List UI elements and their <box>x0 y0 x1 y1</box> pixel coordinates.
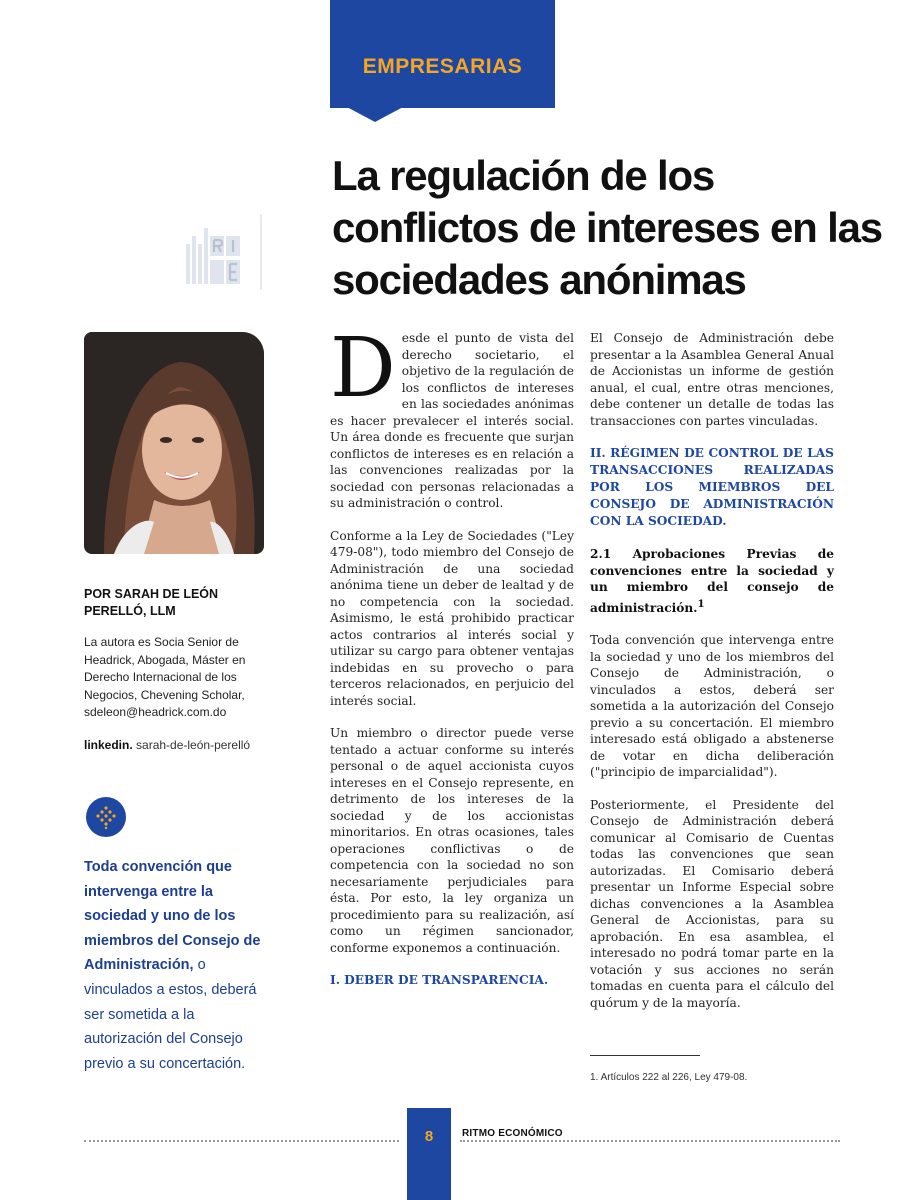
body-paragraph-4: El Consejo de Administración debe presentar a la Asamblea General Anual de Accionistas un informe de gestión anual, el cual, entre otras menciones, debe contener un detalle de todas las transacciones con partes vinculadas. <box>590 331 834 428</box>
pull-quote-regular: o vinculados a estos, deberá ser sometida a la autorización del Consejo previo a su concertación. <box>84 957 257 1072</box>
body-paragraph-1-text: esde el punto de vista del derecho societario, el objetivo de la regulación de los conflictos de intereses en las sociedades anónimas es hacer prevalecer el interés social. Un área donde es frecuente que surjan conflictos de intereses es en relación a las convenciones realizadas por la sociedad con personas relacionadas a su administración o control. <box>330 331 574 510</box>
author-byline: POR SARAH DE LEÓN PERELLÓ, LLM <box>84 587 219 618</box>
article-column-2 <box>590 330 834 1027</box>
section-heading-2: II. RÉGIMEN DE CONTROL DE LAS TRANSACCIONES REALIZADAS POR LOS MIEMBROS DEL CONSEJO DE ADMINISTRACIÓN CON LA SOCIEDAD. <box>590 446 834 528</box>
magazine-logo-icon <box>186 214 266 294</box>
body-paragraph-6: Posteriormente, el Presidente del Consejo de Administración deberá comunicar al Comisario de Cuentas todas las convenciones que sean autorizadas. El Comisario deberá presentar un Informe Especial sobre dichas convenciones a la Asamblea General de Accionistas, para su aprobación. En esa asamblea, el interesado no podrá tomar parte en la votación y sus acciones no serán tomadas en cuenta para el cálculo del quórum y de la mayoría. <box>590 797 834 1010</box>
body-paragraph-1 <box>330 321 574 512</box>
linkedin-label: linkedin. <box>84 738 133 752</box>
footer-divider-left <box>84 1140 399 1142</box>
page-number: 8 <box>424 1128 434 1145</box>
subsection-heading <box>590 546 834 616</box>
drop-cap: D <box>330 321 396 416</box>
author-linkedin <box>84 738 304 752</box>
section-label: EMPRESARIAS <box>362 55 523 78</box>
pull-quote <box>84 855 274 1076</box>
article-title: La regulación de los conflictos de intereses en las sociedades anónimas <box>332 152 882 303</box>
linkedin-handle: sarah-de-león-perelló <box>136 738 251 752</box>
body-paragraph-3: Un miembro o director puede verse tentado a actuar conforme su interés personal o de aquel accionista cuyos intereses en el Consejo represente, en detrimento de los intereses de la sociedad y de los accionistas minoritarios. En otras ocasiones, tales operaciones conflictivas o de competencia con la sociedad no son necesariamente perjudiciales para ésta. Por esto, la ley organiza un procedimiento para su realización, así como un régimen sancionador, conforme exponemos a continuación. <box>330 726 574 955</box>
footnote: 1. Artículos 222 al 226, Ley 479-08. <box>590 1072 748 1083</box>
pull-quote-bold: Toda convención que intervenga entre la sociedad y uno de los miembros del Consejo de Administración, <box>84 859 261 974</box>
page-number-tab <box>407 1108 451 1200</box>
magazine-name: RITMO ECONÓMICO <box>462 1128 563 1139</box>
body-paragraph-2: Conforme a la Ley de Sociedades ("Ley 479-08"), todo miembro del Consejo de Administración de una sociedad anónima tiene un deber de lealtad y de no competencia con la sociedad. Asimismo, le está prohibido practicar actos contrarios al interés social y utilizar su cargo para obtener ventajas indebidas en su provecho o para terceros relacionados, en perjuicio del interés social. <box>330 528 574 708</box>
section-tab <box>330 0 555 108</box>
quote-ornament-icon <box>86 797 126 837</box>
footnote-reference: 1 <box>697 597 705 610</box>
body-paragraph-5: Toda convención que intervenga entre la sociedad y uno de los miembros del Consejo de Administración, o vinculados a estos, deberá ser sometida a la autorización del Consejo previo a su concertación. El miembro interesado está obligado a abstenerse de votar en dicha deliberación ("principio de imparcialidad"). <box>590 633 834 780</box>
footer-divider-right <box>460 1140 840 1142</box>
article-column-1 <box>330 321 574 1005</box>
footnote-divider <box>590 1055 700 1056</box>
author-portrait-icon <box>84 332 264 554</box>
section-heading-1: I. DEBER DE TRANSPARENCIA. <box>330 973 549 987</box>
author-bio: La autora es Socia Senior de Headrick, Abogada, Máster en Derecho Internacional de los Negocios, Chevening Scholar, sdeleon@headrick.com.do <box>84 635 246 719</box>
author-photo <box>84 332 264 554</box>
subsection-heading-text: 2.1 Aprobaciones Previas de convenciones entre la sociedad y un miembro del consejo de administración. <box>590 547 834 615</box>
